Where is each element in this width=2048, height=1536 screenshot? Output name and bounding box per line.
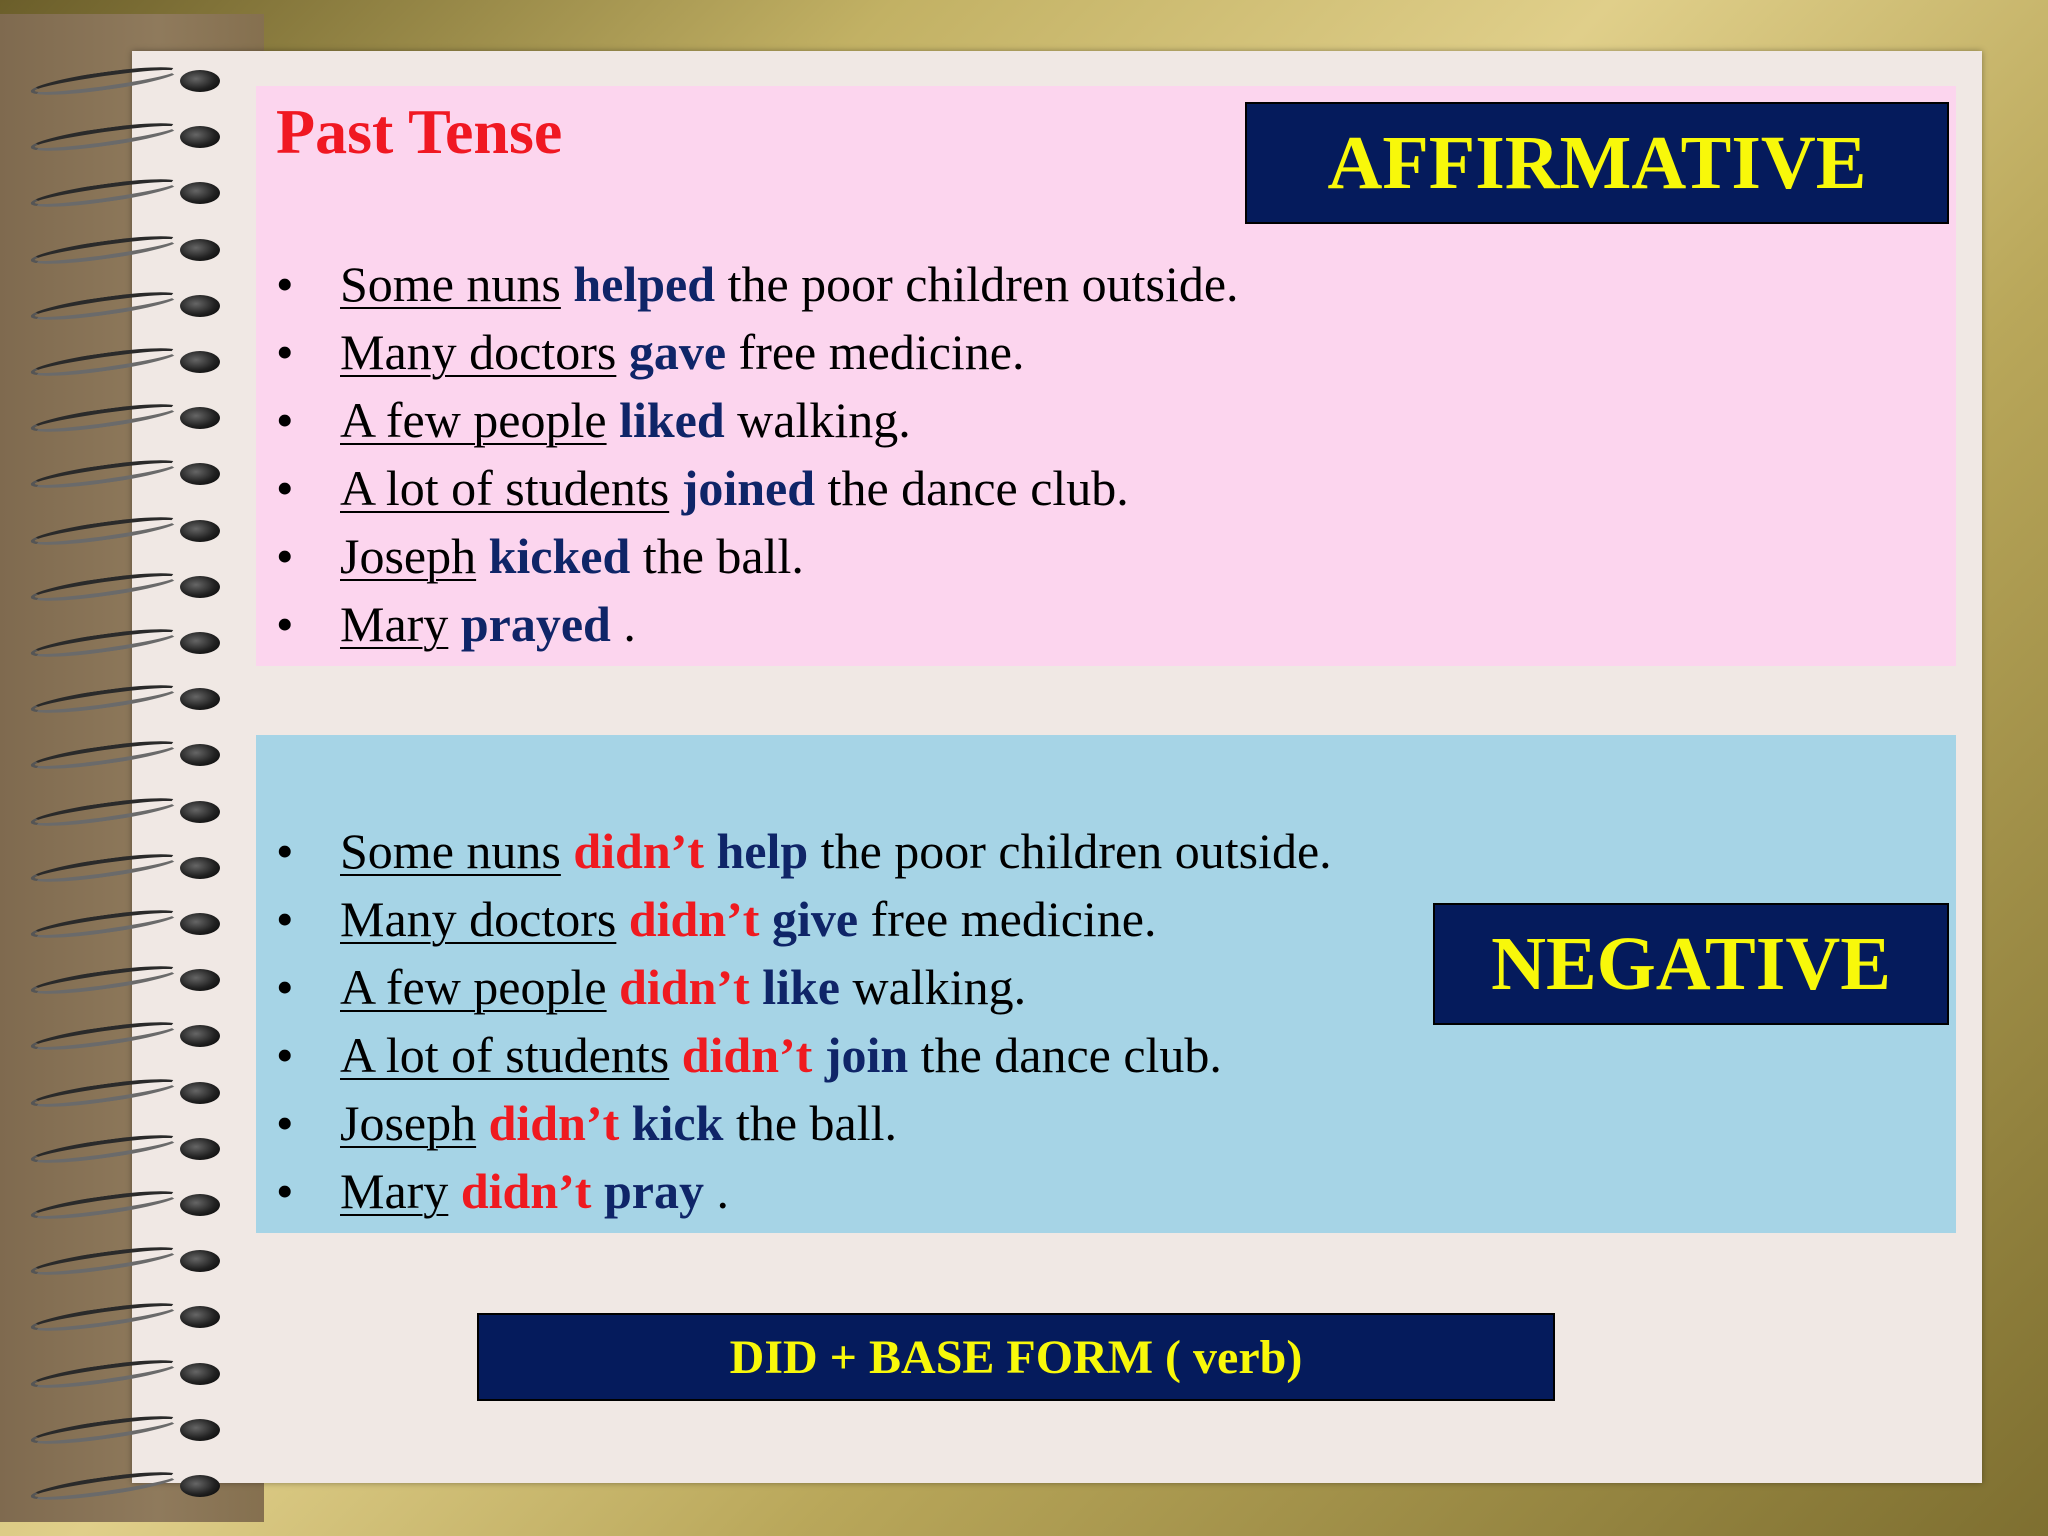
sentence-subject: Joseph [340,528,477,584]
bullet: • [276,256,294,312]
spiral-ring-icon [30,122,220,152]
negative-label: NEGATIVE [1433,903,1949,1025]
list-item [276,522,1239,590]
sentence-rest: . [623,596,636,652]
sentence-rest: the ball. [735,1095,897,1151]
sentence-rest: the poor children outside. [727,256,1239,312]
spiral-ring-icon [30,1021,220,1051]
sentence-subject: Some nuns [340,256,561,312]
spiral-ring-icon [30,66,220,96]
bullet: • [276,1163,294,1219]
sentence-auxiliary: didn’t [619,959,750,1015]
spiral-ring-icon [30,1134,220,1164]
bullet: • [276,528,294,584]
sentence-verb: kick [631,1095,724,1151]
spiral-ring-icon [30,684,220,714]
bullet: • [276,596,294,652]
spiral-ring-icon [30,459,220,489]
sentence-rest: . [716,1163,729,1219]
spiral-ring-icon [30,1415,220,1445]
sentence-verb: joined [681,460,816,516]
bullet: • [276,1095,294,1151]
spiral-ring-icon [30,628,220,658]
list-item [276,953,1332,1021]
sentence-subject: A few people [340,959,607,1015]
sentence-verb: liked [619,392,725,448]
sentence-subject: Many doctors [340,891,617,947]
spiral-ring-icon [30,1078,220,1108]
sentence-subject: Mary [340,596,449,652]
spiral-ring-icon [30,1302,220,1332]
sentence-rest: the poor children outside. [820,823,1332,879]
sentence-auxiliary: didn’t [488,1095,620,1151]
list-item [276,1157,1332,1225]
sentence-auxiliary: didn’t [460,1163,592,1219]
sentence-rest: the dance club. [827,460,1129,516]
sentence-rest: the dance club. [920,1027,1222,1083]
list-item [276,590,1239,658]
sentence-rest: free medicine. [738,324,1025,380]
spiral-ring-icon [30,403,220,433]
affirmative-label: AFFIRMATIVE [1245,102,1949,224]
sentence-subject: A lot of students [340,1027,670,1083]
sentence-verb: prayed [460,596,611,652]
bullet: • [276,1027,294,1083]
spiral-ring-icon [30,178,220,208]
spiral-ring-icon [30,291,220,321]
negative-list [276,817,1332,1225]
bullet: • [276,392,294,448]
sentence-verb: join [824,1027,909,1083]
list-item [276,885,1332,953]
list-item [276,386,1239,454]
bullet: • [276,891,294,947]
bullet: • [276,959,294,1015]
sentence-verb: helped [573,256,716,312]
spiral-ring-icon [30,347,220,377]
sentence-auxiliary: didn’t [628,891,760,947]
formula-box: DID + BASE FORM ( verb) [477,1313,1555,1401]
spiral-ring-icon [30,797,220,827]
spiral-ring-icon [30,235,220,265]
spiral-ring-icon [30,1190,220,1220]
list-item [276,454,1239,522]
sentence-verb: help [716,823,809,879]
affirmative-list [276,250,1239,658]
sentence-subject: Many doctors [340,324,617,380]
list-item [276,250,1239,318]
sentence-verb: kicked [488,528,631,584]
sentence-subject: A lot of students [340,460,670,516]
sentence-verb: like [762,959,840,1015]
bullet: • [276,324,294,380]
sentence-auxiliary: didn’t [573,823,704,879]
spiral-ring-icon [30,1359,220,1389]
list-item [276,1021,1332,1089]
spiral-ring-icon [30,1246,220,1276]
spiral-ring-icon [30,909,220,939]
list-item [276,1089,1332,1157]
spiral-ring-icon [30,572,220,602]
sentence-subject: Mary [340,1163,449,1219]
sentence-auxiliary: didn’t [681,1027,813,1083]
spiral-ring-icon [30,965,220,995]
spiral-ring-icon [30,740,220,770]
sentence-verb: gave [628,324,727,380]
bullet: • [276,823,294,879]
sentence-verb: give [771,891,859,947]
list-item [276,318,1239,386]
sentence-rest: walking. [852,959,1027,1015]
list-item [276,817,1332,885]
sentence-subject: A few people [340,392,607,448]
bullet: • [276,460,294,516]
sentence-rest: walking. [737,392,911,448]
sentence-verb: pray [603,1163,704,1219]
spiral-ring-icon [30,1471,220,1501]
page-title: Past Tense [276,96,563,167]
spiral-ring-icon [30,853,220,883]
sentence-subject: Joseph [340,1095,477,1151]
sentence-rest: free medicine. [870,891,1157,947]
sentence-subject: Some nuns [340,823,561,879]
sentence-rest: the ball. [642,528,804,584]
spiral-ring-icon [30,516,220,546]
